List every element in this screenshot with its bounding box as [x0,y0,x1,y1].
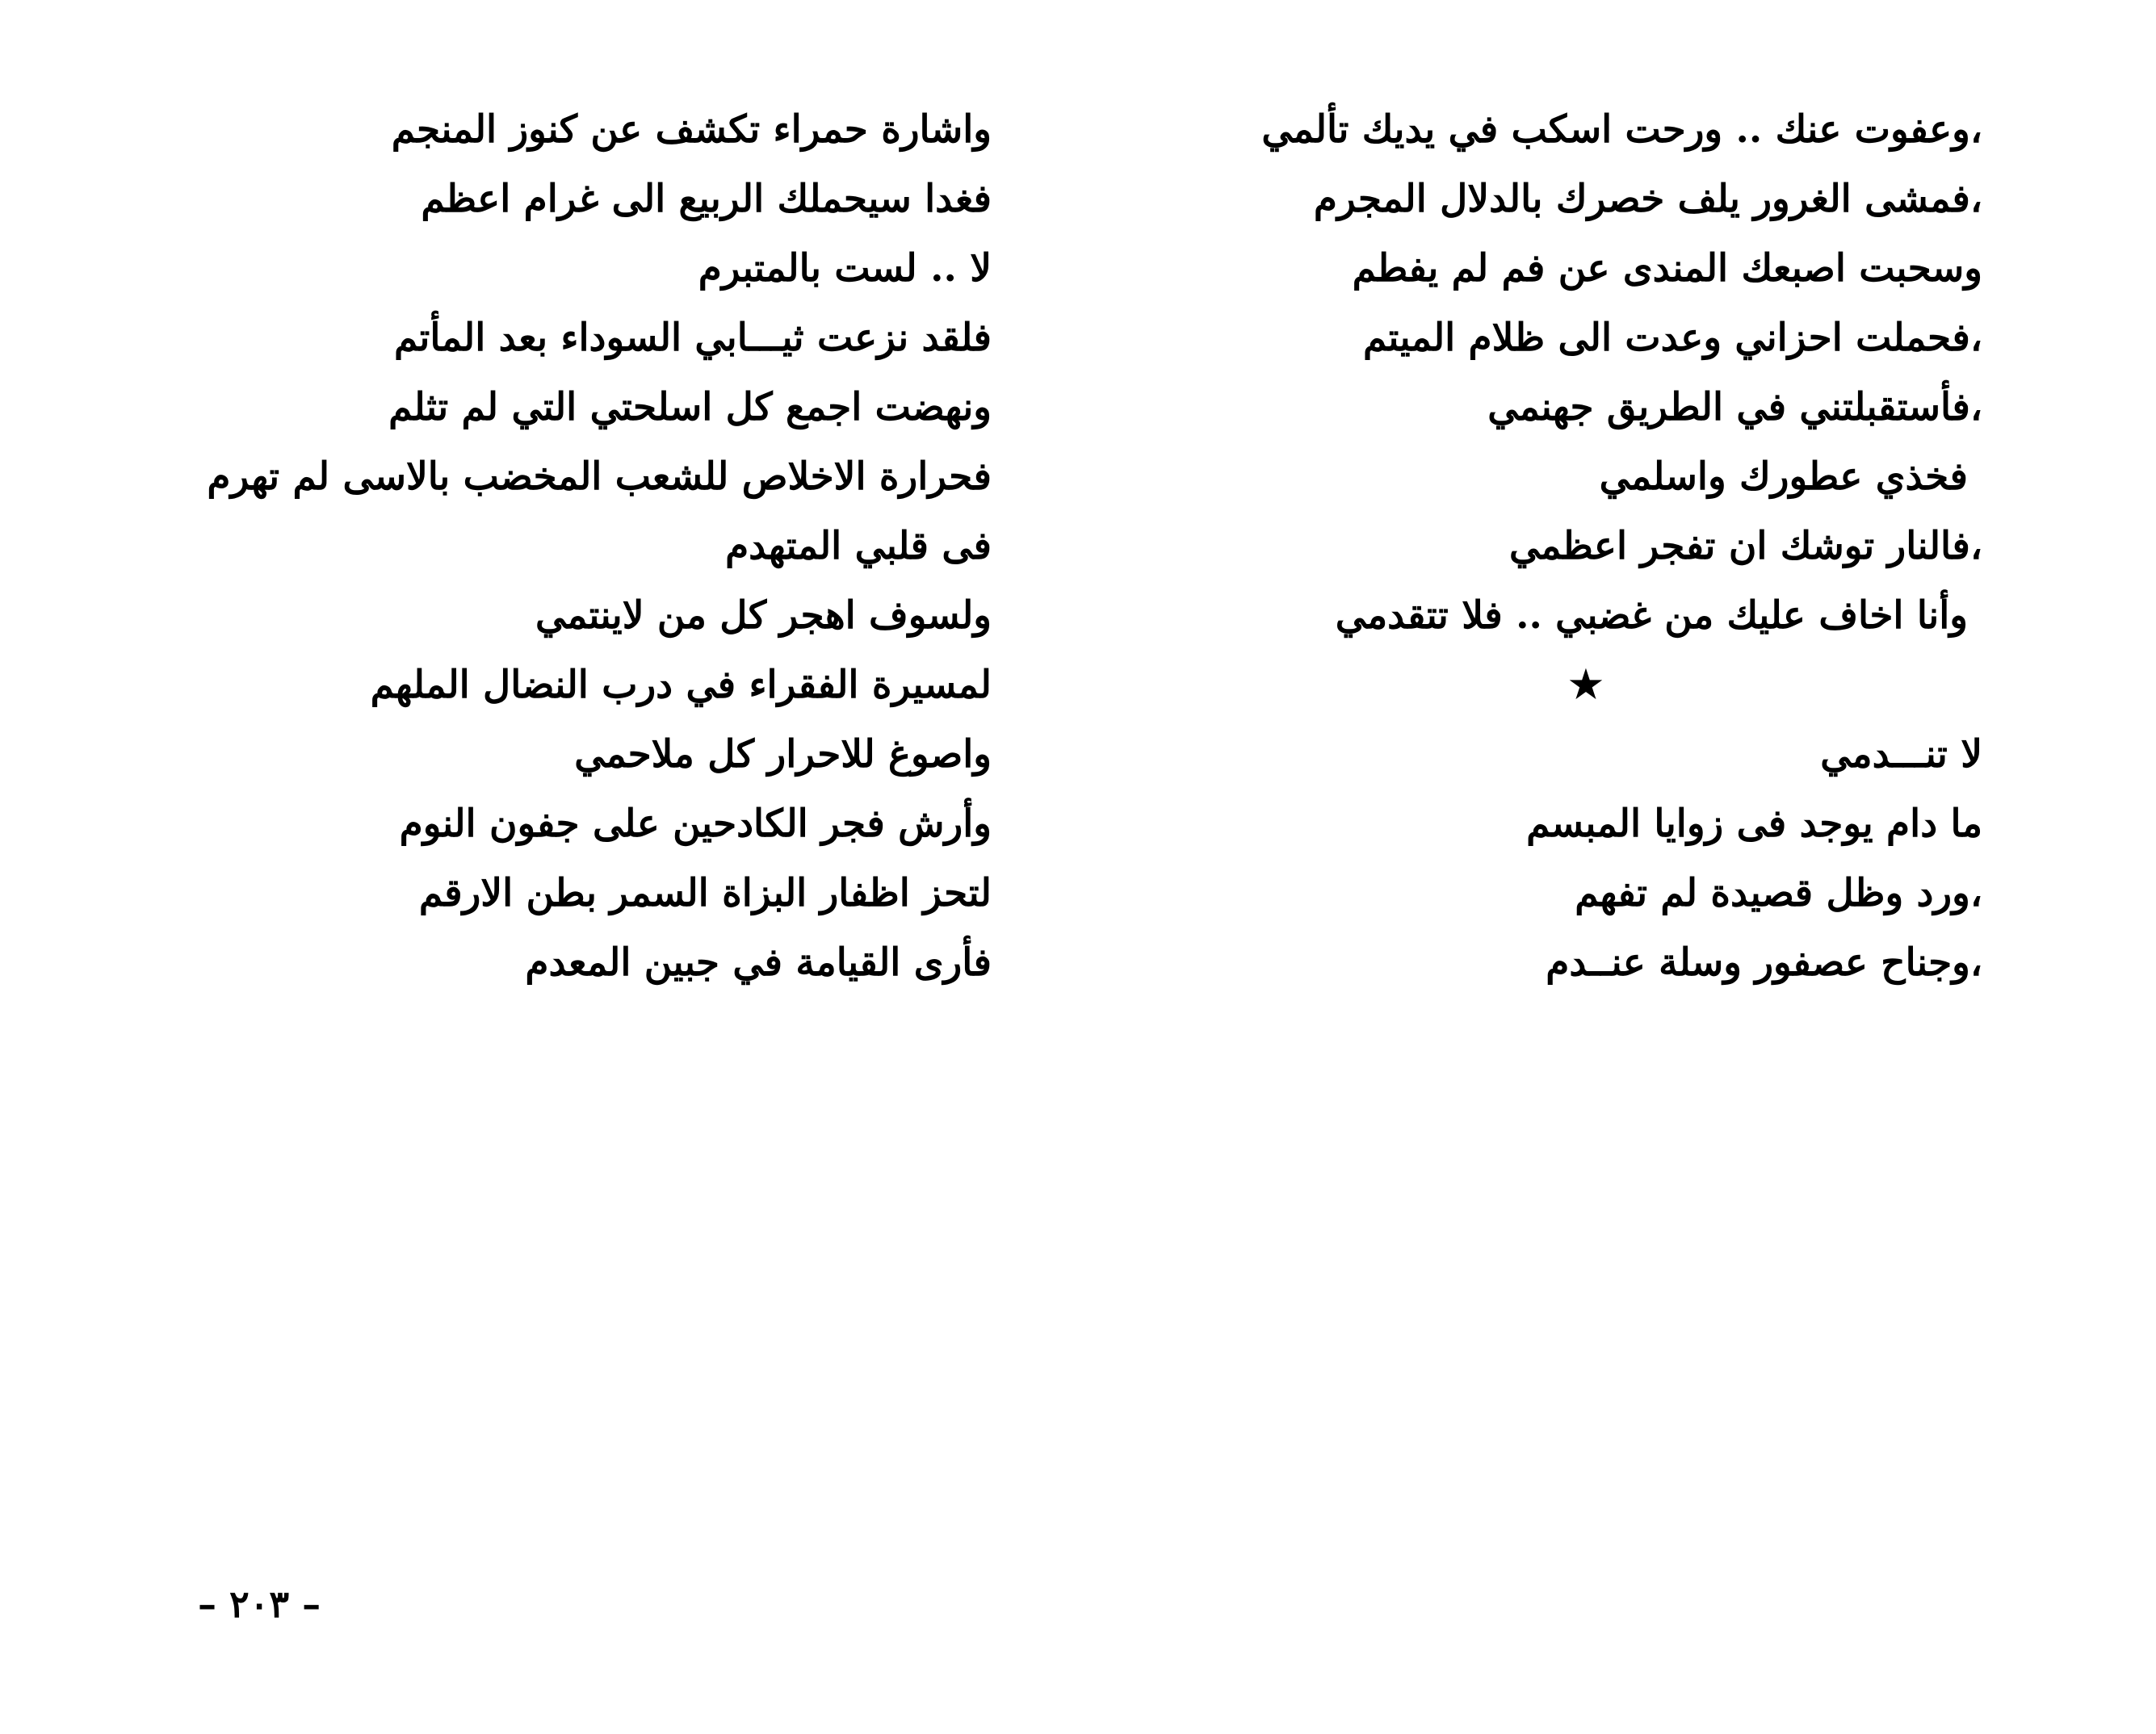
verse-line: واصوغ للاحرار كل ملاحمي [574,732,992,777]
section-heading: لا تنـــدمي [1820,732,1982,777]
verse-line: ،وعفوت عنك .. ورحت اسكب في يديك تألمي [1261,107,1982,152]
verse-line: لا .. لست بالمتبرم [698,246,992,291]
verse-line: ،فمشى الغرور يلف خصرك بالدلال المجرم [1313,177,1982,221]
verse-line: ما دام يوجد فى زوايا المبسم [1526,802,1982,846]
verse-line: فأرى القيامة في جبين المعدم [525,940,992,985]
verse-line: ،فأستقبلتني في الطريق جهنمي [1487,385,1982,429]
verse-line: فحرارة الاخلاص للشعب المخضب بالاسى لم تهرم [207,454,992,499]
page-number: – ٢٠٣ – [198,1582,321,1626]
verse-line: لتحز اظفار البزاة السمر بطن الارقم [418,871,992,915]
verse-line: ،ورد وظل قصيدة لم تفهم [1575,871,1982,915]
separator-row [1151,651,1982,720]
verse-line: وأنا اخاف عليك من غضبي .. فلا تتقدمي [1335,593,1968,638]
verse-line: فخذي عطورك واسلمي [1599,454,1968,499]
verse-line: واشارة حمراء تكشف عن كنوز المنجم [391,107,992,152]
verse-line: فغدا سيحملك الربيع الى غرام اعظم [421,177,992,221]
verse-line: لمسيرة الفقراء في درب النضال الملهم [370,663,992,707]
verse-line: وأرش فجر الكادحين على جفون النوم [399,802,992,846]
star-separator-icon: ★ [1568,663,1603,707]
verse-line: ،فالنار توشك ان تفجر اعظمي [1509,524,1982,568]
verse-line: فى قلبي المتهدم [725,524,992,568]
verse-line: وسحبت اصبعك المندى عن فم لم يفطم [1352,246,1982,291]
verse-line: فلقد نزعت ثيـــابي السوداء بعد المأتم [394,316,992,360]
poem-column-left [79,95,992,998]
verse-line: ولسوف اهجر كل من لاينتمي [535,593,992,638]
verse-line: ونهضت اجمع كل اسلحتي التي لم تثلم [388,385,992,429]
verse-line: ،وجناح عصفور وسلة عنــدم [1546,940,1982,985]
verse-line: ،فحملت احزاني وعدت الى ظلام الميتم [1363,316,1982,360]
poem-column-right [1151,95,1982,998]
